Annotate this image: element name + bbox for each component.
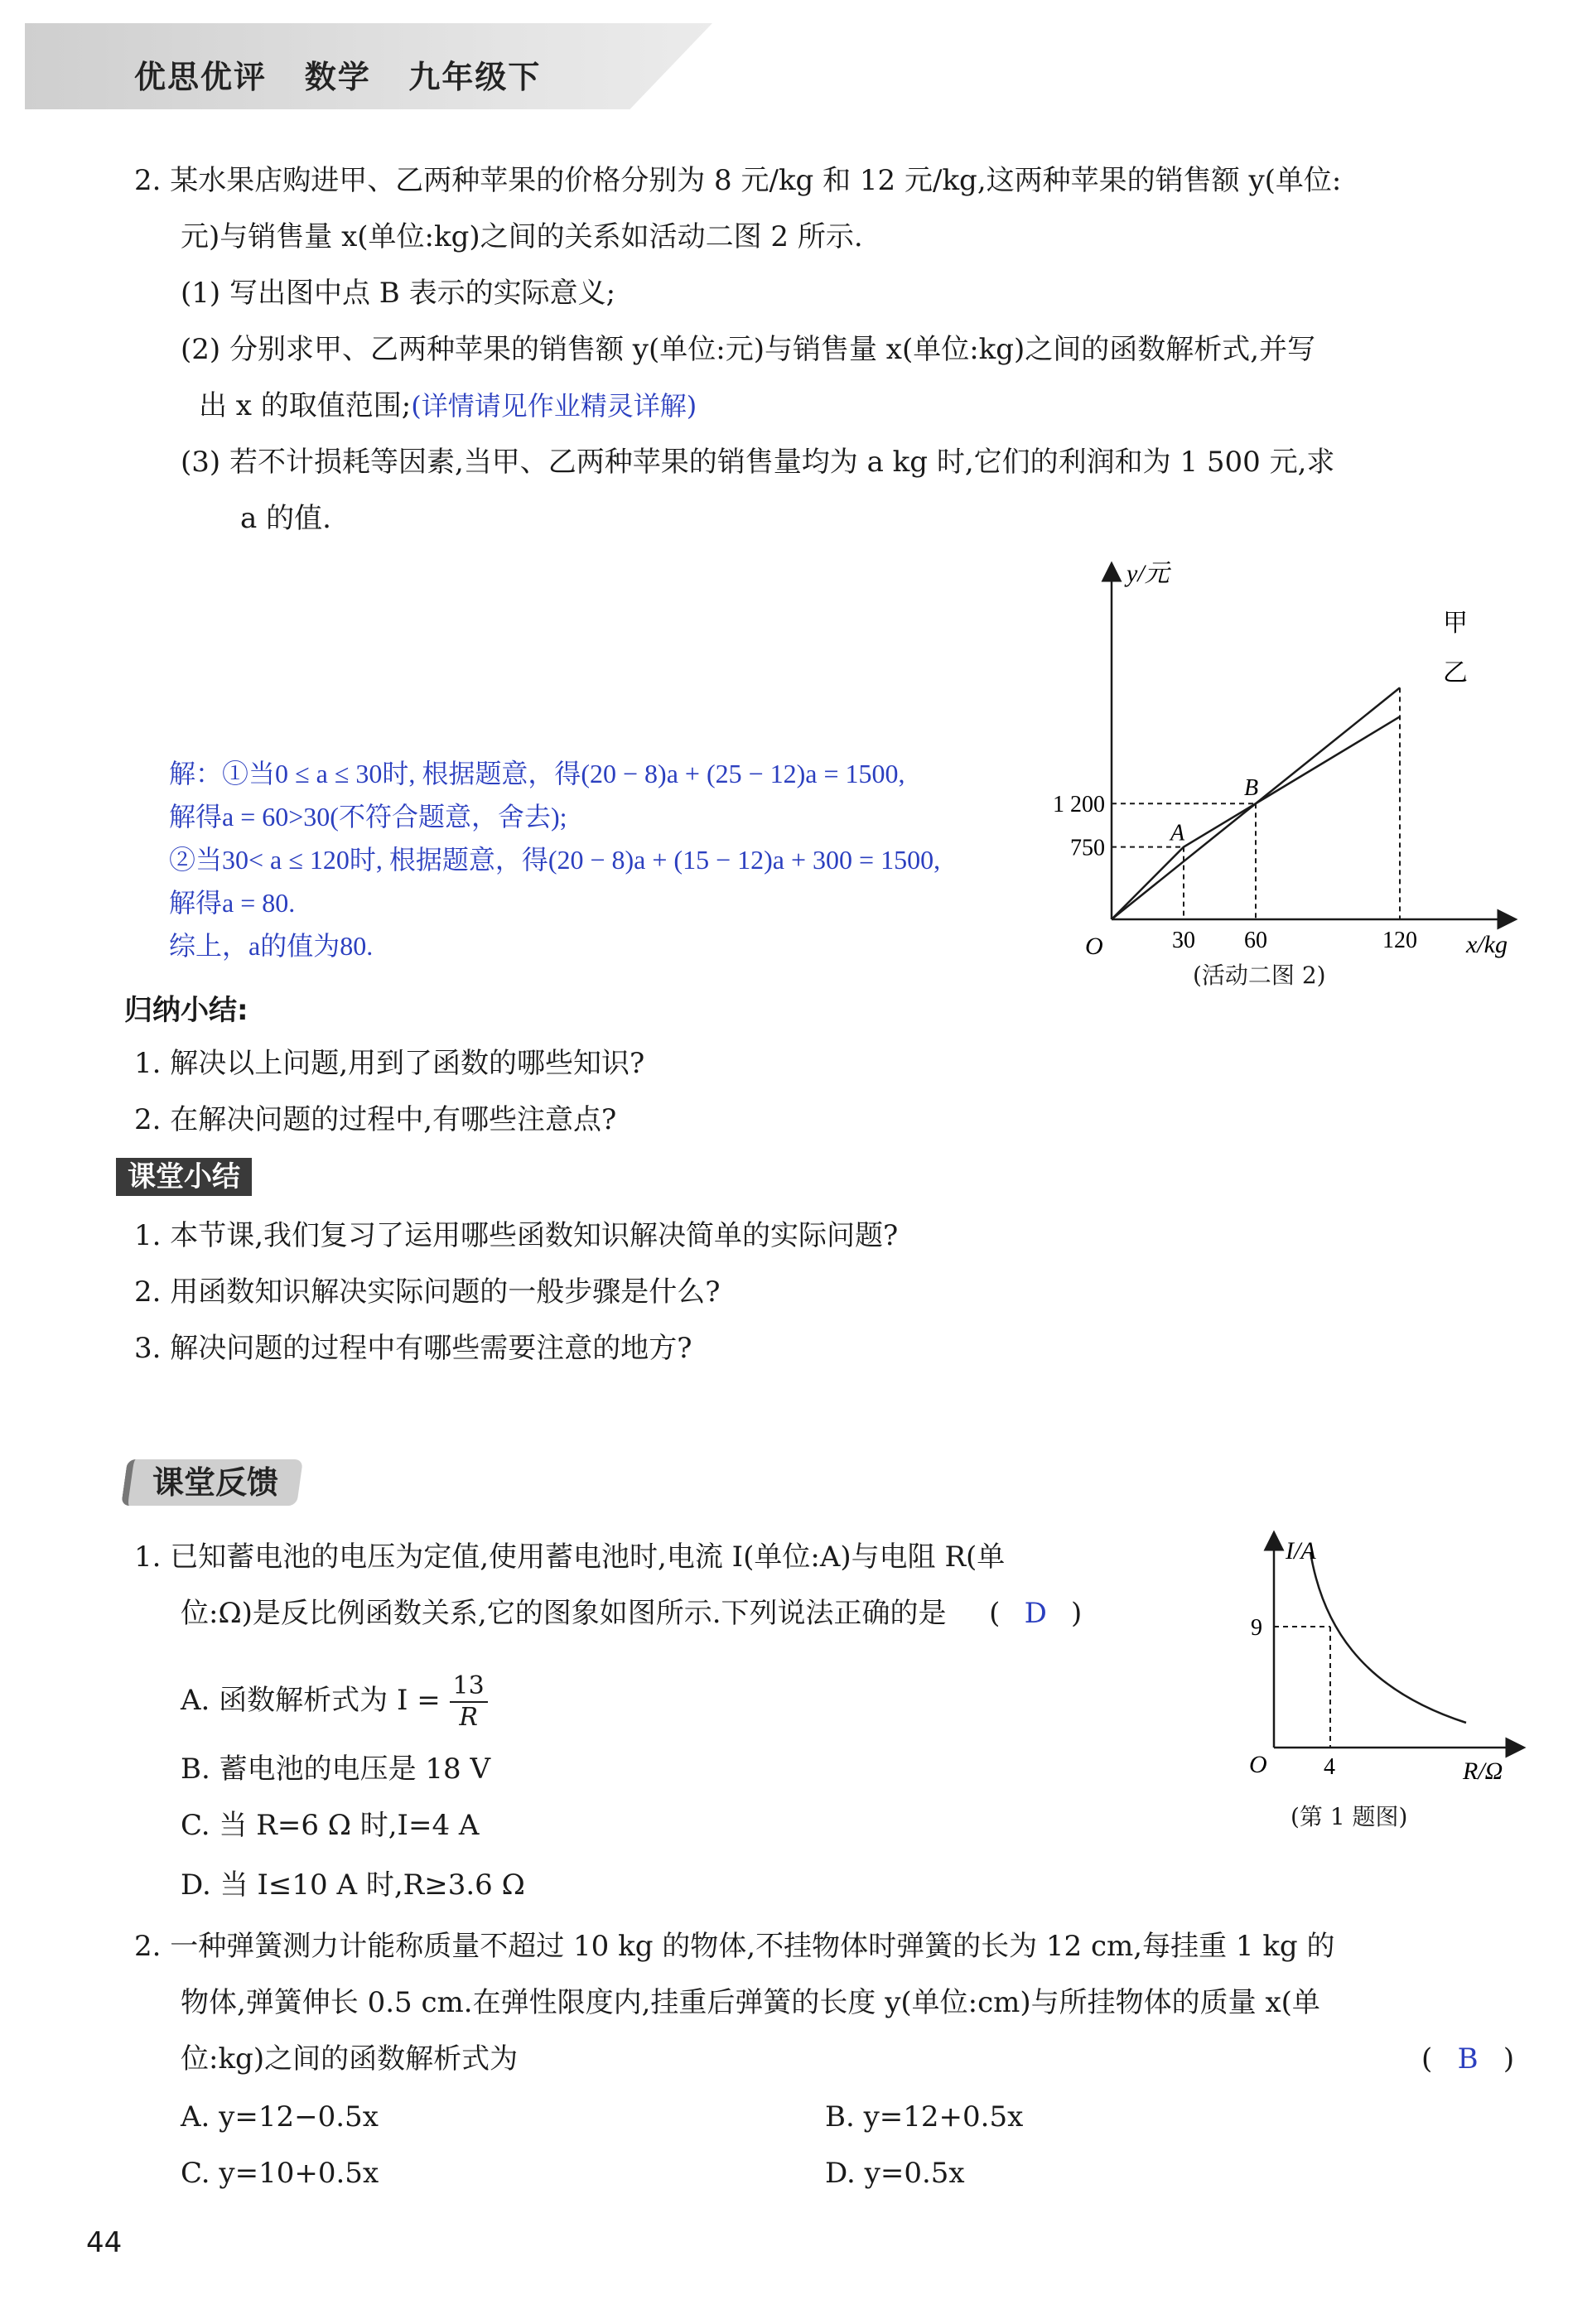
fb-q1-optA xyxy=(181,1665,488,1736)
fb-q2-optB: B. y=12+0.5x xyxy=(825,2100,1024,2134)
fb-q1-paren-open: ( xyxy=(989,1597,1001,1630)
fb-q2-answer: B xyxy=(1457,2042,1479,2076)
fb-q1-line1: 1. 已知蓄电池的电压为定值,使用蓄电池时,电流 I(单位:A)与电阻 R(单 xyxy=(134,1540,1006,1574)
x-tick-4: 4 xyxy=(1324,1754,1335,1780)
y-axis-label: I/A xyxy=(1286,1537,1316,1565)
solution-line1: 解：①当0 ≤ a ≤ 30时, 根据题意，得(20 − 8)a + (25 − 12)a = 1500, xyxy=(169,759,905,788)
point-label-a: A xyxy=(1170,820,1185,846)
inverse-curve xyxy=(1310,1552,1466,1723)
fb-q2-paren-close: ) xyxy=(1503,2042,1515,2076)
solution-line5: 综上，a的值为80. xyxy=(169,931,374,961)
x-tick-30: 30 xyxy=(1172,928,1195,953)
fb-q1-answer: D xyxy=(1024,1597,1047,1630)
fb-q2-line2: 物体,弹簧伸长 0.5 cm.在弹性限度内,挂重后弹簧的长度 y(单位:cm)与所挂物体的质量 x(单 xyxy=(181,1986,1320,2019)
summary-item2: 2. 在解决问题的过程中,有哪些注意点? xyxy=(134,1103,617,1136)
fb-q1-optD: D. 当 I≤10 A 时,R≥3.6 Ω xyxy=(181,1868,525,1902)
x-axis-label: x/kg xyxy=(1466,931,1508,958)
fraction-denominator: R xyxy=(459,1703,478,1732)
q2-part3a: (3) 若不计损耗等因素,当甲、乙两种苹果的销售量均为 a kg 时,它们的利润和为 1 500 元,求 xyxy=(181,446,1335,479)
series-label-yi: 乙 xyxy=(1443,659,1468,687)
page-number: 44 xyxy=(86,2226,123,2259)
fb-q2-answer-parens xyxy=(1421,2041,1514,2077)
y-axis-label: y/元 xyxy=(1126,560,1170,587)
fb-q1-optA-fraction xyxy=(450,1671,488,1733)
summary-title: 归纳小结: xyxy=(124,994,248,1027)
fb-q1-line2-text: 位:Ω)是反比例函数关系,它的图象如图所示.下列说法正确的是 xyxy=(181,1597,947,1630)
x-axis-label: R/Ω xyxy=(1463,1757,1503,1785)
chart-activity2-fig2 xyxy=(1053,555,1532,986)
series-lines xyxy=(1112,687,1400,919)
q2-part1: (1) 写出图中点 B 表示的实际意义; xyxy=(181,277,616,310)
fb-q2-optD: D. y=0.5x xyxy=(825,2157,965,2190)
origin-label: O xyxy=(1085,933,1103,960)
y-tick-9: 9 xyxy=(1251,1615,1262,1641)
x-tick-60: 60 xyxy=(1244,928,1267,953)
fb-q2-optA: A. y=12−0.5x xyxy=(181,2100,379,2134)
fb-q2-paren-open: ( xyxy=(1421,2042,1433,2076)
feedback-title: 课堂反馈 xyxy=(121,1459,303,1506)
class-summary-item2: 2. 用函数知识解决实际问题的一般步骤是什么? xyxy=(134,1275,721,1309)
x-tick-120: 120 xyxy=(1382,928,1417,953)
class-summary-item3: 3. 解决问题的过程中有哪些需要注意的地方? xyxy=(134,1332,692,1365)
q2-part2a: (2) 分别求甲、乙两种苹果的销售额 y(单位:元)与销售量 x(单位:kg)之间的函数解析式,并写 xyxy=(181,333,1316,366)
q2-part2b-text: 出 x 的取值范围; xyxy=(199,389,412,422)
fb-q1-line2 xyxy=(181,1595,1082,1632)
chart2-caption: (第 1 题图) xyxy=(1290,1803,1408,1830)
fraction-numerator: 13 xyxy=(450,1671,488,1703)
solution-line2: 解得a = 60>30(不符合题意，舍去); xyxy=(169,802,567,832)
fb-q1-optC: C. 当 R=6 Ω 时,I=4 A xyxy=(181,1809,480,1842)
summary-item1: 1. 解决以上问题,用到了函数的哪些知识? xyxy=(134,1047,645,1080)
chart1-caption: (活动二图 2) xyxy=(1193,962,1326,989)
y-tick-1200: 1 200 xyxy=(1053,792,1105,818)
q2-part2b xyxy=(199,388,697,424)
class-summary-title: 课堂小结 xyxy=(116,1158,252,1196)
fb-q2-line3: 位:kg)之间的函数解析式为 xyxy=(181,2042,519,2076)
book-title: 优思优评 数学 九年级下 xyxy=(134,59,542,95)
q2-part3b: a 的值. xyxy=(240,502,331,535)
series-label-jia: 甲 xyxy=(1443,610,1468,637)
q2-line2: 元)与销售量 x(单位:kg)之间的关系如活动二图 2 所示. xyxy=(181,220,863,253)
fb-q2-optC: C. y=10+0.5x xyxy=(181,2157,379,2190)
origin-label: O xyxy=(1249,1751,1267,1778)
fb-q1-optB: B. 蓄电池的电压是 18 V xyxy=(181,1753,491,1786)
solution-line4: 解得a = 80. xyxy=(169,888,296,918)
detail-link[interactable]: (详情请见作业精灵详解) xyxy=(411,390,697,422)
chart-q1-inverse xyxy=(1234,1531,1532,1787)
q2-line1: 2. 某水果店购进甲、乙两种苹果的价格分别为 8 元/kg 和 12 元/kg,这两种苹果的销售额 y(单位: xyxy=(134,164,1342,197)
class-summary-item1: 1. 本节课,我们复习了运用哪些函数知识解决简单的实际问题? xyxy=(134,1219,899,1252)
y-tick-750: 750 xyxy=(1070,835,1105,861)
fb-q2-line1: 2. 一种弹簧测力计能称质量不超过 10 kg 的物体,不挂物体时弹簧的长为 12 cm,每挂重 1 kg 的 xyxy=(134,1930,1335,1963)
fb-q1-optA-text: A. 函数解析式为 I = xyxy=(181,1684,441,1717)
solution-line3: ②当30< a ≤ 120时, 根据题意，得(20 − 8)a + (15 − 12)a + 300 = 1500, xyxy=(169,845,941,875)
point-label-b: B xyxy=(1244,775,1259,802)
fb-q1-paren-close: ) xyxy=(1071,1597,1083,1630)
